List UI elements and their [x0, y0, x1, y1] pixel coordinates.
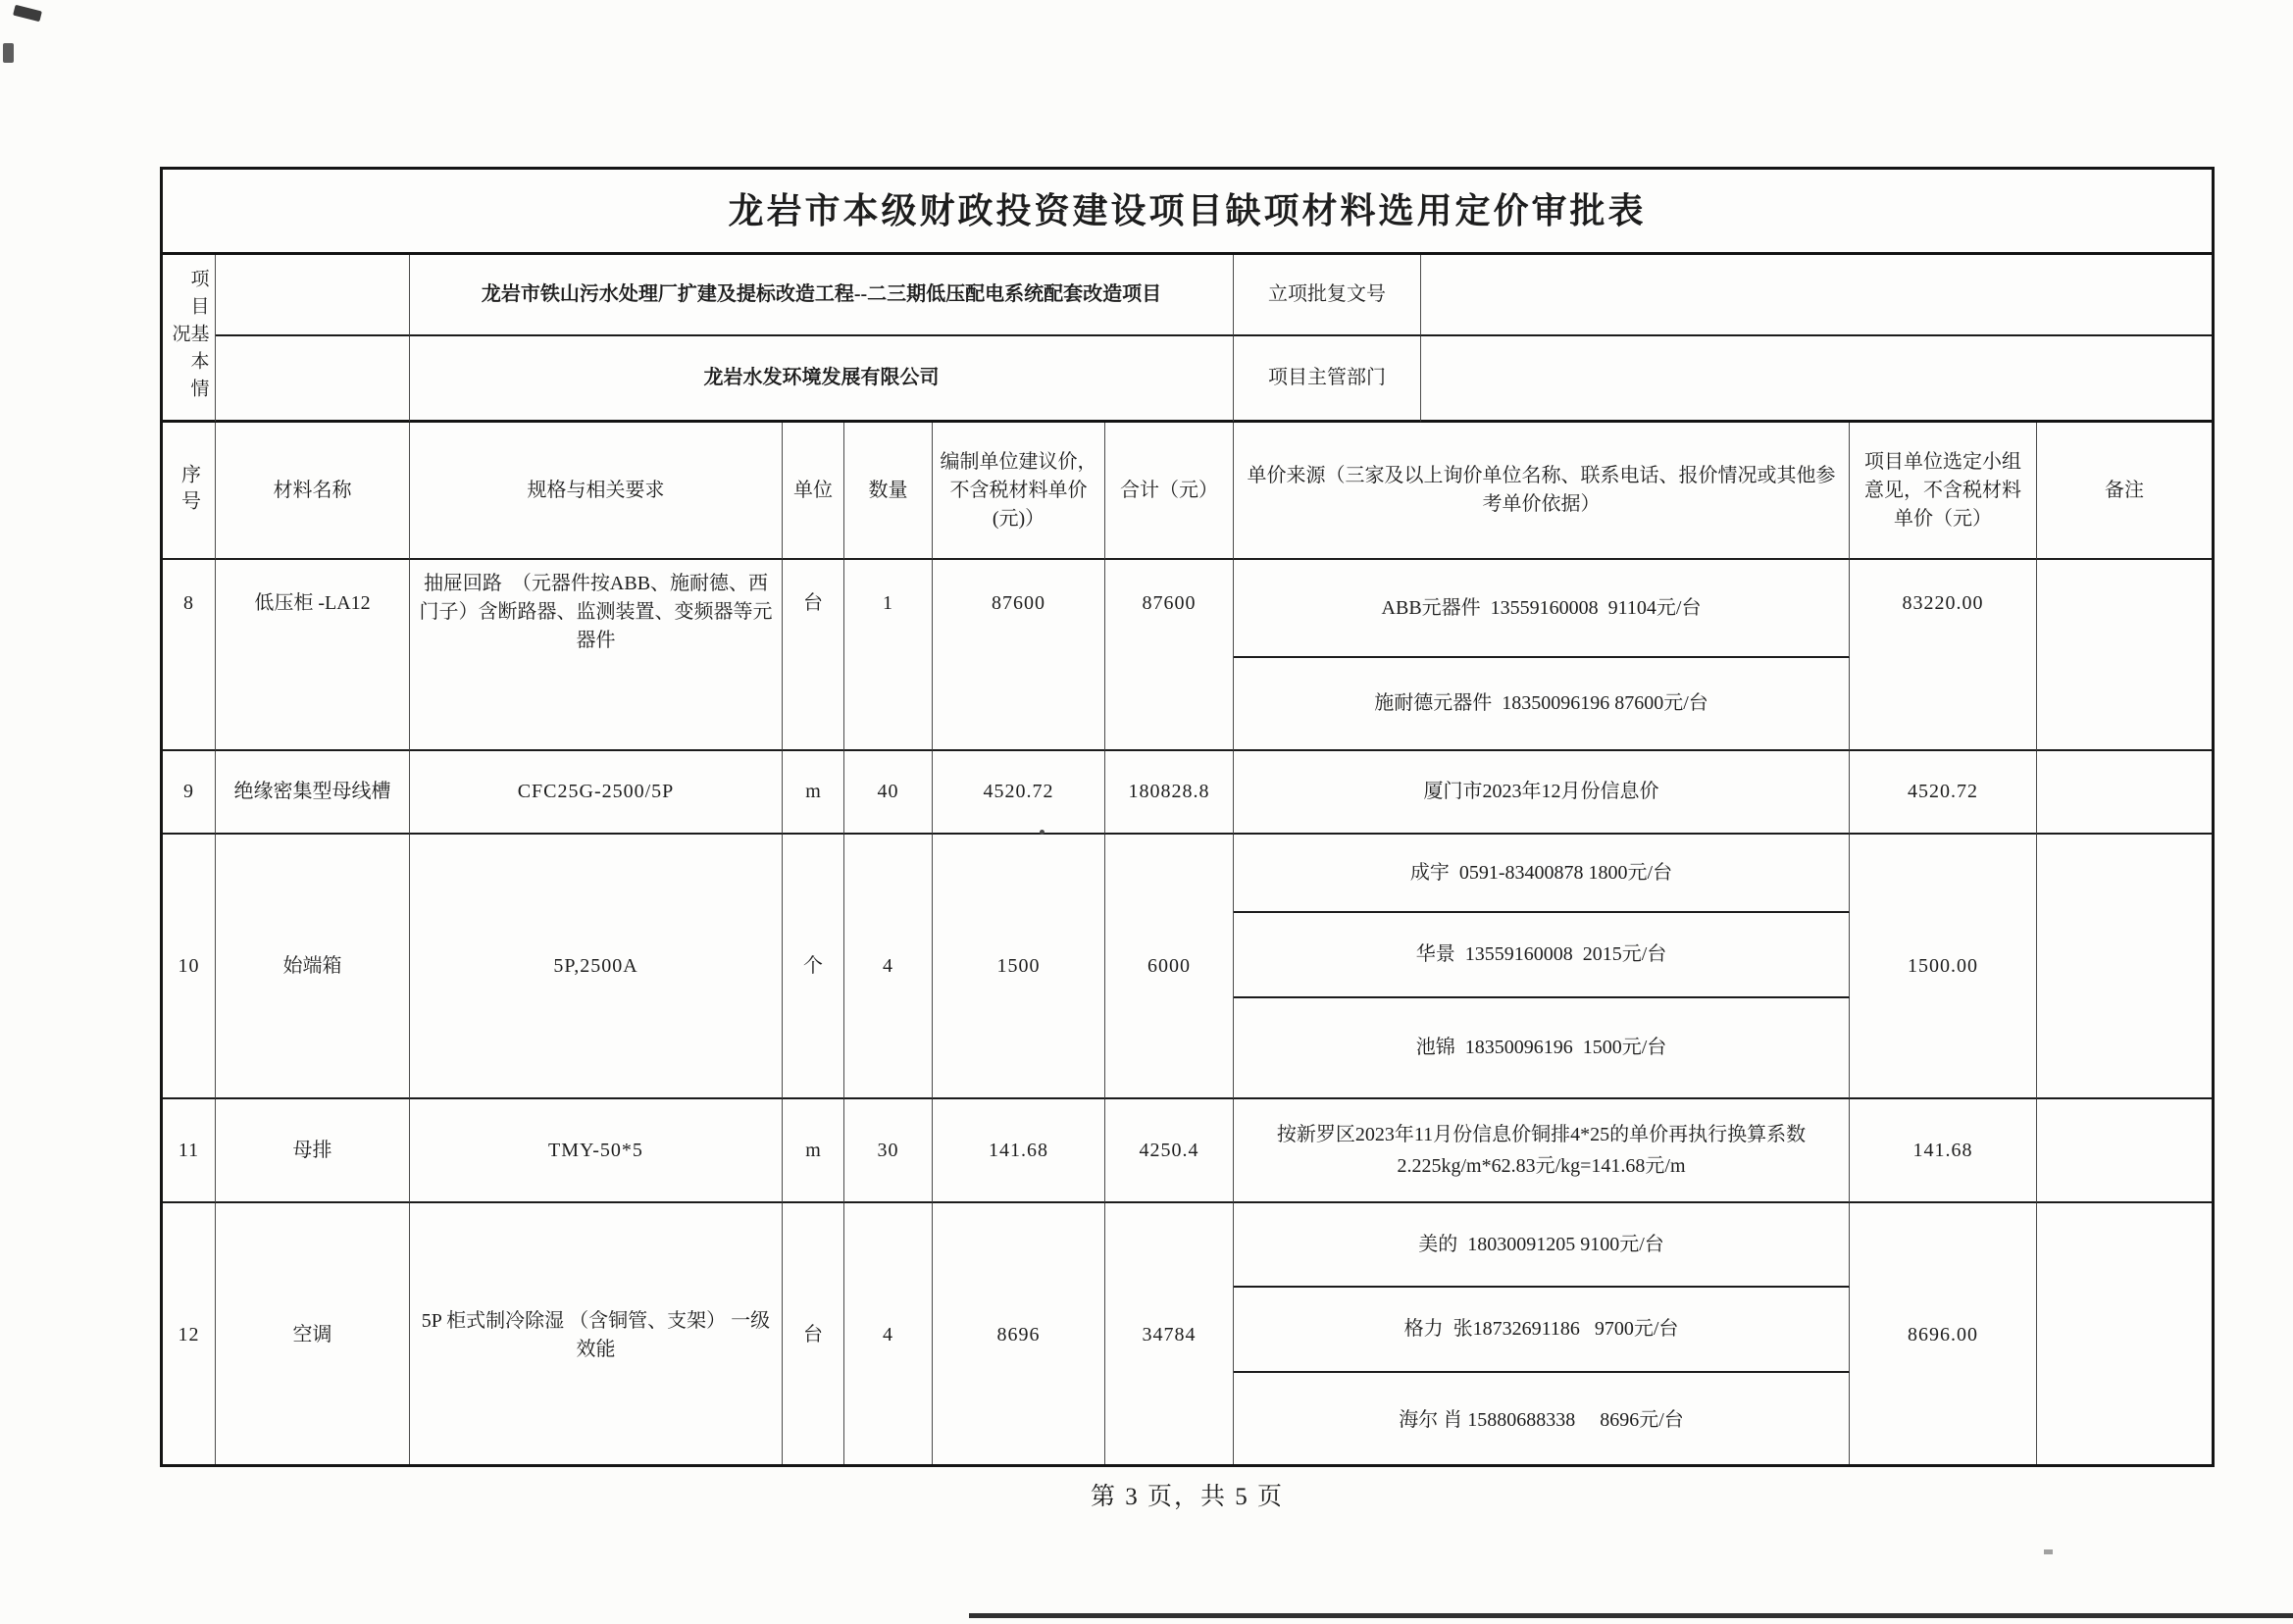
row10-source-1: 成宇 0591-83400878 1800元/台 — [1234, 835, 1850, 913]
row11-source-note — [1234, 1099, 1850, 1203]
row9-material-name: 绝缘密集型母线槽 — [216, 751, 410, 835]
row11-total: 4250.4 — [1105, 1099, 1234, 1203]
row8-unit-price: 87600 — [933, 560, 1105, 751]
row8-remark — [2037, 560, 2212, 751]
row9-no: 9 — [163, 751, 216, 835]
form-title: 龙岩市本级财政投资建设项目缺项材料选用定价审批表 — [163, 170, 2212, 255]
scan-artifact-speck-1 — [2044, 1549, 2053, 1554]
project-dept-label: 项目主管部门 — [1234, 336, 1421, 423]
approval-doc-number-value — [1421, 255, 2212, 336]
row10-total: 6000 — [1105, 835, 1234, 1099]
row8-qty: 1 — [844, 560, 933, 751]
col-header-unit: 单位 — [783, 423, 844, 560]
row11-qty: 30 — [844, 1099, 933, 1203]
row12-material-name: 空调 — [216, 1203, 410, 1467]
row9-qty: 40 — [844, 751, 933, 835]
row8-selected-price: 83220.00 — [1850, 560, 2037, 751]
row9-selected-price: 4520.72 — [1850, 751, 2037, 835]
row11-no: 11 — [163, 1099, 216, 1203]
scan-artifact-bottom-edge — [969, 1613, 2293, 1618]
row10-selected-price: 1500.00 — [1850, 835, 2037, 1099]
row10-spec: 5P,2500A — [410, 835, 783, 1099]
row11-selected-price: 141.68 — [1850, 1099, 2037, 1203]
row9-unit-price: 4520.72 — [933, 751, 1105, 835]
row9-remark — [2037, 751, 2212, 835]
row12-total: 34784 — [1105, 1203, 1234, 1467]
row10-unit: 个 — [783, 835, 844, 1099]
project-name-cell: 龙岩市铁山污水处理厂扩建及提标改造工程--二三期低压配电系统配套改造项目 — [410, 255, 1234, 336]
project-dept-value — [1421, 336, 2212, 423]
row11-unit: m — [783, 1099, 844, 1203]
row11-unit-price: 141.68 — [933, 1099, 1105, 1203]
info-empty-cell-1 — [216, 255, 410, 336]
col-header-unit-price: 编制单位建议价，不含税材料单价(元)） — [933, 423, 1105, 560]
row10-no: 10 — [163, 835, 216, 1099]
row9-total: 180828.8 — [1105, 751, 1234, 835]
row12-unit-price: 8696 — [933, 1203, 1105, 1467]
row8-unit: 台 — [783, 560, 844, 751]
col-header-price-source: 单价来源（三家及以上询价单位名称、联系电话、报价情况或其他参考单价依据） — [1234, 423, 1850, 560]
row9-unit: m — [783, 751, 844, 835]
row8-no: 8 — [163, 560, 216, 751]
col-header-qty: 数量 — [844, 423, 933, 560]
row8-source-1: ABB元器件 13559160008 91104元/台 — [1234, 560, 1850, 658]
row10-source-3: 池锦 18350096196 1500元/台 — [1234, 998, 1850, 1099]
row8-total: 87600 — [1105, 560, 1234, 751]
row9-source-1: 厦门市2023年12月份信息价 — [1234, 751, 1850, 835]
page-number-footer: 第 3 页，共 5 页 — [1090, 1484, 1284, 1510]
row11-source-line-2: 2.225kg/m*62.83元/kg=141.68元/m — [1397, 1155, 1686, 1177]
scan-artifact-speck-2 — [1040, 830, 1045, 835]
row9-spec: CFC25G-2500/5P — [410, 751, 783, 835]
col-header-opinion: 项目单位选定小组意见，不含税材料单价（元） — [1850, 423, 2037, 560]
row12-no: 12 — [163, 1203, 216, 1467]
info-empty-cell-2 — [216, 336, 410, 423]
row10-remark — [2037, 835, 2212, 1099]
row8-source-2: 施耐德元器件 18350096196 87600元/台 — [1234, 658, 1850, 751]
row11-remark — [2037, 1099, 2212, 1203]
row12-spec: 5P 柜式制冷除湿 （含铜管、支架） 一级效能 — [410, 1203, 783, 1467]
construction-unit-cell: 龙岩水发环境发展有限公司 — [410, 336, 1234, 423]
row12-selected-price: 8696.00 — [1850, 1203, 2037, 1467]
col-header-spec: 规格与相关要求 — [410, 423, 783, 560]
col-header-material-name: 材料名称 — [216, 423, 410, 560]
row12-qty: 4 — [844, 1203, 933, 1467]
row11-spec: TMY-50*5 — [410, 1099, 783, 1203]
row12-source-2: 格力 张18732691186 9700元/台 — [1234, 1288, 1850, 1373]
row12-source-1: 美的 18030091205 9100元/台 — [1234, 1203, 1850, 1288]
scan-artifact-topleft-1 — [13, 5, 42, 22]
approval-doc-number-label: 立项批复文号 — [1234, 255, 1421, 336]
row8-spec: 抽屉回路 （元器件按ABB、施耐德、西门子）含断路器、监测装置、变频器等元器件 — [410, 560, 783, 751]
row10-qty: 4 — [844, 835, 933, 1099]
row12-unit: 台 — [783, 1203, 844, 1467]
row10-source-2: 华景 13559160008 2015元/台 — [1234, 913, 1850, 998]
col-header-remark: 备注 — [2037, 423, 2212, 560]
row11-source-line-1: 按新罗区2023年11月份信息价铜排4*25的单价再执行换算系数 — [1276, 1124, 1807, 1145]
row12-source-3: 海尔 肖 15880688338 8696元/台 — [1234, 1373, 1850, 1467]
row10-unit-price: 1500 — [933, 835, 1105, 1099]
scan-artifact-topleft-2 — [3, 43, 14, 63]
row10-material-name: 始端箱 — [216, 835, 410, 1099]
col-header-no: 序号 — [163, 423, 216, 560]
row8-material-name: 低压柜 -LA12 — [216, 560, 410, 751]
row12-remark — [2037, 1203, 2212, 1467]
approval-form-table — [160, 167, 2215, 1467]
col-header-total: 合计（元） — [1105, 423, 1234, 560]
section-label-project-basic-info: 项目基本情况 — [163, 255, 216, 423]
row11-material-name: 母排 — [216, 1099, 410, 1203]
